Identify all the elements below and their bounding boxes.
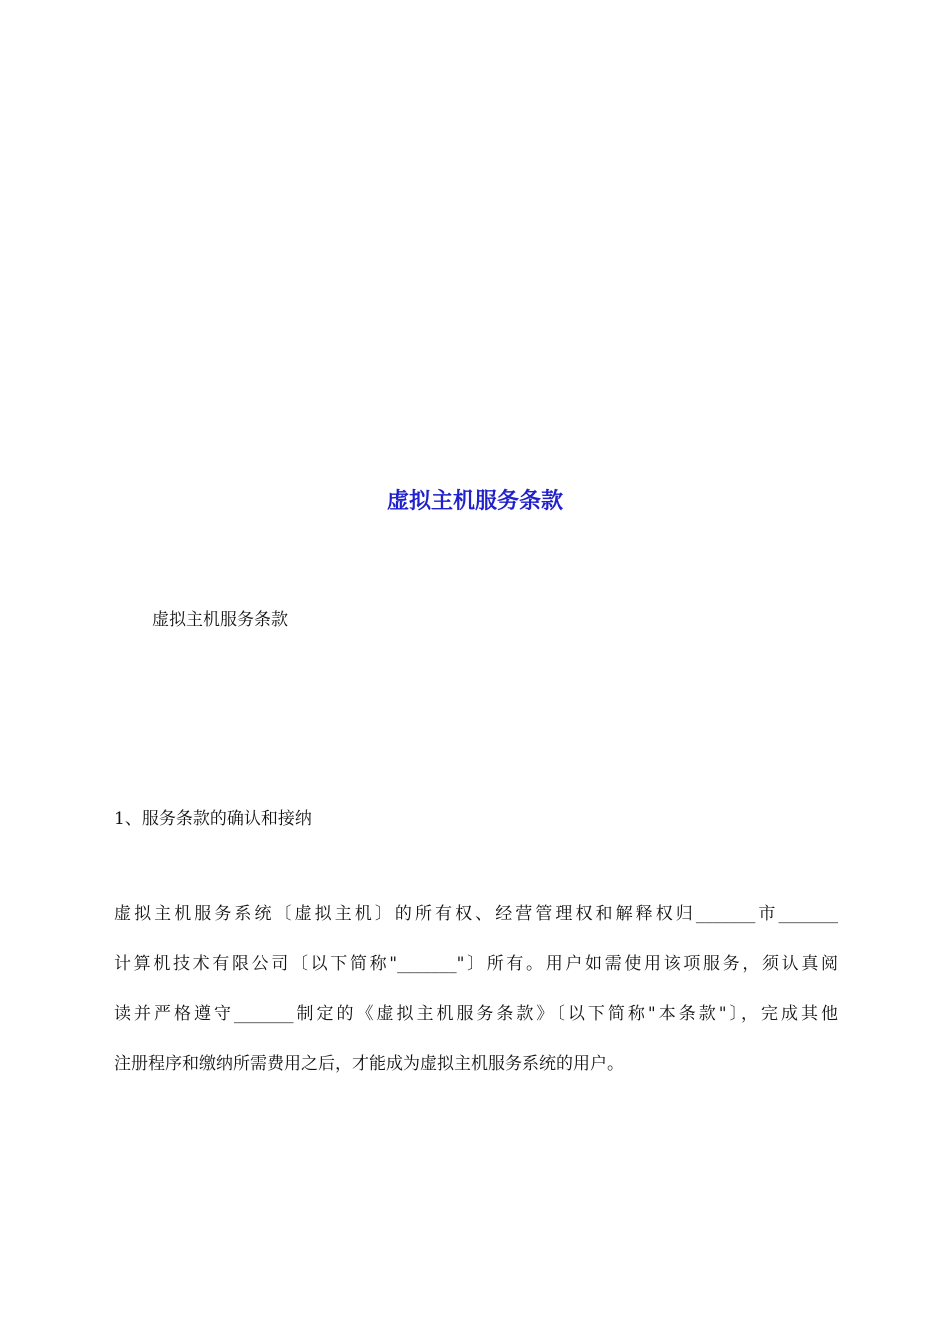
paragraph-line: 注册程序和缴纳所需费用之后，才能成为虚拟主机服务系统的用户。 xyxy=(114,1054,624,1074)
document-subtitle: 虚拟主机服务条款 xyxy=(152,610,288,630)
section-1-heading: 1、服务条款的确认和接纳 xyxy=(114,809,312,829)
document-title: 虚拟主机服务条款 xyxy=(386,489,563,514)
paragraph-line: 计算机技术有限公司〔以下简称"_______"〕所有。用户如需使用该项服务，须认真阅 xyxy=(114,954,838,974)
paragraph-line: 虚拟主机服务系统〔虚拟主机〕的所有权、经营管理权和解释权归_______市_______ xyxy=(114,904,838,924)
paragraph-line: 读并严格遵守_______制定的《虚拟主机服务条款》〔以下简称"本条款"〕，完成其他 xyxy=(114,1004,838,1024)
section-1-paragraph xyxy=(114,900,838,1100)
